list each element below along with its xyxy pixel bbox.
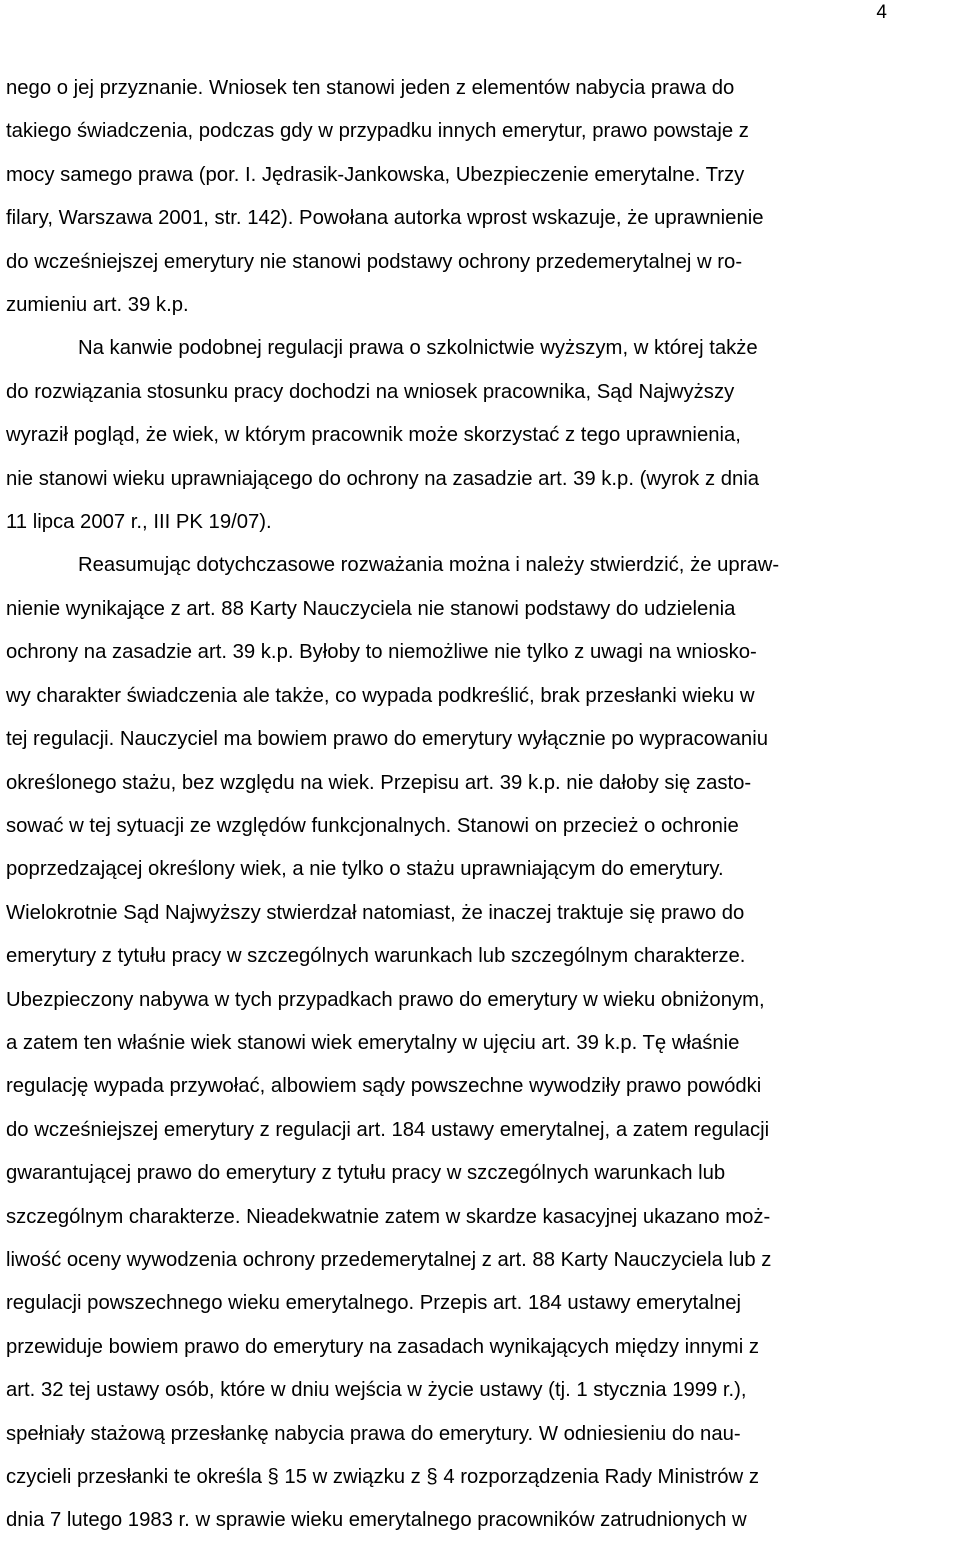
text-line: do wcześniejszej emerytury nie stanowi podstawy ochrony przedemerytalnej w ro- <box>6 250 743 273</box>
text-line: takiego świadczenia, podczas gdy w przypadku innych emerytur, prawo powstaje z <box>6 120 749 143</box>
text-line: spełniały stażową przesłankę nabycia prawa do emerytury. W odniesieniu do nau- <box>6 1422 741 1445</box>
text-line: czycieli przesłanki te określa § 15 w związku z § 4 rozporządzenia Rady Ministrów z <box>6 1466 759 1488</box>
text-line: Wielokrotnie Sąd Najwyższy stwierdzał natomiast, że inaczej traktuje się prawo do <box>6 901 745 924</box>
text-line: mocy samego prawa (por. I. Jędrasik-Jankowska, Ubezpieczenie emerytalne. Trzy <box>6 163 745 186</box>
text-line: tej regulacji. Nauczyciel ma bowiem prawo do emerytury wyłącznie po wypracowaniu <box>6 728 768 751</box>
text-line: do rozwiązania stosunku pracy dochodzi na wniosek pracownika, Sąd Najwyższy <box>6 380 735 403</box>
text-line: poprzedzającej określony wiek, a nie tylko o stażu uprawniającym do emerytury. <box>6 858 724 881</box>
text-line: filary, Warszawa 2001, str. 142). Powołana autorka wprost wskazuje, że uprawnienie <box>6 207 764 230</box>
text-line: sować w tej sytuacji ze względów funkcjonalnych. Stanowi on przecież o ochronie <box>6 814 739 837</box>
text-line: do wcześniejszej emerytury z regulacji art. 184 ustawy emerytalnej, a zatem regulacji <box>6 1118 770 1141</box>
text-line: Reasumując dotychczasowe rozważania można i należy stwierdzić, że upraw- <box>78 554 780 577</box>
page-number: 4 <box>876 2 887 23</box>
text-line: liwość oceny wywodzenia ochrony przedemerytalnej z art. 88 Karty Nauczyciela lub z <box>6 1248 772 1271</box>
text-line: określonego stażu, bez względu na wiek. Przepisu art. 39 k.p. nie dałoby się zasto- <box>6 771 752 794</box>
document-body <box>6 67 956 1543</box>
text-line: nienie wynikające z art. 88 Karty Nauczyciela nie stanowi podstawy do udzielenia <box>6 597 736 620</box>
text-line: Na kanwie podobnej regulacji prawa o szkolnictwie wyższym, w której także <box>78 337 758 360</box>
text-line: przewiduje bowiem prawo do emerytury na zasadach wynikających między innymi z <box>6 1335 759 1358</box>
text-line: art. 32 tej ustawy osób, które w dniu wejścia w życie ustawy (tj. 1 stycznia 1999 r.), <box>6 1379 747 1402</box>
text-line: emerytury z tytułu pracy w szczególnych warunkach lub szczególnym charakterze. <box>6 945 746 968</box>
text-line: nego o jej przyznanie. Wniosek ten stanowi jeden z elementów nabycia prawa do <box>6 77 735 99</box>
paragraph-1 <box>6 67 956 327</box>
text-line: dnia 7 lutego 1983 r. w sprawie wieku emerytalnego pracowników zatrudnionych w <box>6 1509 747 1532</box>
text-line: szczególnym charakterze. Nieadekwatnie zatem w skardze kasacyjnej ukazano moż- <box>6 1205 771 1228</box>
text-line: a zatem ten właśnie wiek stanowi wiek emerytalny w ujęciu art. 39 k.p. Tę właśnie <box>6 1031 740 1054</box>
text-line: ochrony na zasadzie art. 39 k.p. Byłoby to niemożliwe nie tylko z uwagi na wniosko- <box>6 641 757 664</box>
paragraph-3 <box>6 544 956 1542</box>
text-line: regulacji powszechnego wieku emerytalnego. Przepis art. 184 ustawy emerytalnej <box>6 1292 742 1315</box>
text-line: Ubezpieczony nabywa w tych przypadkach prawo do emerytury w wieku obniżonym, <box>6 988 765 1011</box>
text-line: zumieniu art. 39 k.p. <box>6 294 189 317</box>
text-line: wy charakter świadczenia ale także, co wypada podkreślić, brak przesłanki wieku w <box>6 684 755 707</box>
text-line: 11 lipca 2007 r., III PK 19/07). <box>6 511 272 534</box>
paragraph-2 <box>6 327 956 544</box>
text-line: nie stanowi wieku uprawniającego do ochrony na zasadzie art. 39 k.p. (wyrok z dnia <box>6 467 760 490</box>
text-line: gwarantującej prawo do emerytury z tytułu pracy w szczególnych warunkach lub <box>6 1162 726 1185</box>
text-line: regulację wypada przywołać, albowiem sądy powszechne wywodziły prawo powódki <box>6 1075 762 1098</box>
text-line: wyraził pogląd, że wiek, w którym pracownik może skorzystać z tego uprawnienia, <box>6 424 741 447</box>
